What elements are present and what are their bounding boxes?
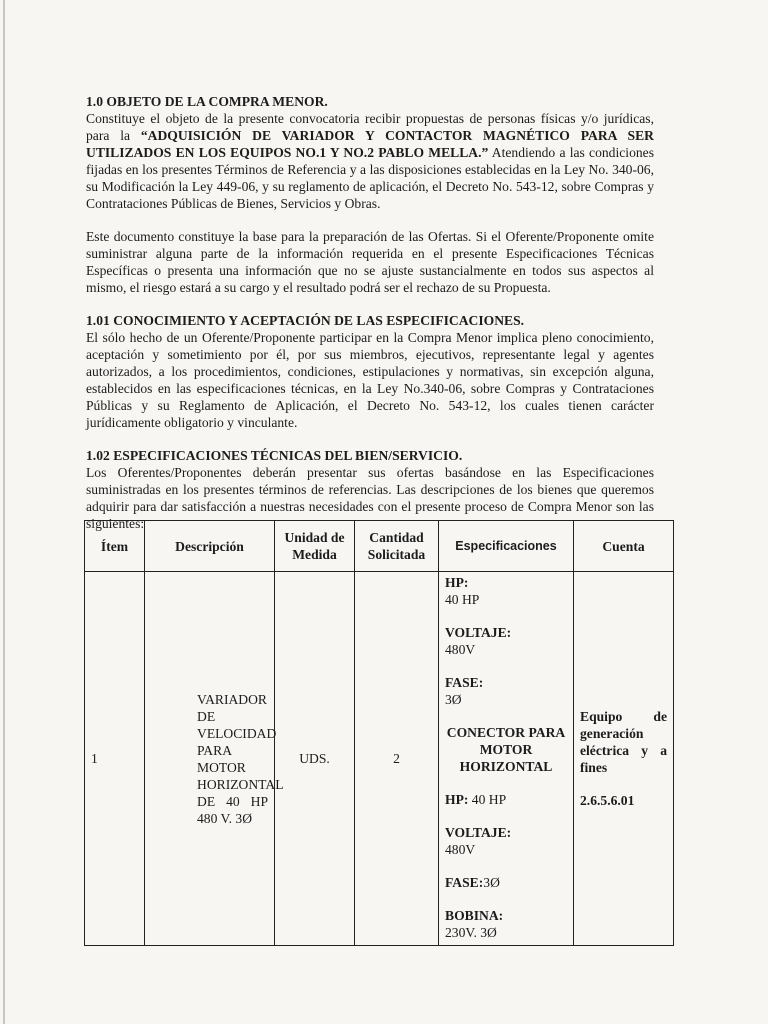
spec-value: 40 HP (468, 792, 507, 807)
paragraph-text: Constituye el objeto de la presente convocatoria recibir propuestas de personas físicas y/o jurídicas, para la (86, 111, 654, 143)
spec-label: HP: (445, 575, 469, 590)
page-edge (3, 0, 5, 1024)
spec-hp-2 (445, 791, 567, 808)
specifications-table (84, 520, 674, 946)
header-cuenta: Cuenta (574, 521, 674, 572)
header-unidad: Unidad de Medida (275, 521, 355, 572)
section-conocimiento (86, 312, 654, 431)
paragraph-text: Atendiendo a las condiciones fijadas en los presentes Términos de Referencia y a las disposiciones establecidas en la Ley No. 340-06, su Modificación la Ley 449-06, y su reglamento de aplicación, el Decreto No. 543-12, sobre Compras y Contrataciones Públicas de Bienes, Servicios y Obras. (86, 145, 654, 211)
spec-label: BOBINA: (445, 908, 504, 923)
cell-item: 1 (85, 572, 145, 946)
header-descripcion: Descripción (145, 521, 275, 572)
spec-value: 230V. 3Ø (445, 925, 497, 940)
cell-unidad: UDS. (275, 572, 355, 946)
header-especificaciones: Especificaciones (439, 521, 574, 572)
cuenta-text: Equipo de generación eléctrica y a fines (580, 709, 667, 775)
table-header-row (85, 521, 674, 572)
section-objeto (86, 93, 654, 212)
paragraph: Los Oferentes/Proponentes deberán presentar sus ofertas basándose en las Especificaciones suministradas en los presentes términos de referencias. Las descripciones de los bienes que queremos adquirir para dar satisfacción a nuestras necesidades con el presente proceso de Compra Menor son las siguientes: (86, 465, 654, 531)
spec-label: FASE: (445, 875, 484, 890)
spec-label: HP: (445, 792, 469, 807)
spec-label: FASE: (445, 675, 484, 690)
table-row (85, 572, 674, 946)
spec-value: 480V (445, 842, 476, 857)
spec-value: 40 HP (445, 592, 480, 607)
section-heading: 1.0 OBJETO DE LA COMPRA MENOR. (86, 94, 328, 109)
spec-value: 480V (445, 642, 476, 657)
spec-voltaje (445, 624, 567, 658)
spec-fase (445, 674, 567, 708)
spec-bobina (445, 907, 567, 941)
paragraph (86, 110, 654, 212)
paragraph: Este documento constituye la base para la preparación de las Ofertas. Si el Oferente/Proponente omite suministrar alguna parte de la información requerida en el presente Especificaciones Técnicas Específicas o presenta una información que no se ajuste sustancialmente en todos sus aspectos al mismo, el riesgo estará a su cargo y el resultado podrá ser el rechazo de su Propuesta. (86, 229, 654, 295)
spec-fase-2 (445, 874, 567, 891)
cell-descripcion: VARIADOR DE VELOCIDAD PARA MOTOR HORIZONTAL DE 40 HP 480 V. 3Ø (145, 572, 275, 946)
cell-cantidad: 2 (355, 572, 439, 946)
header-item: Ítem (85, 521, 145, 572)
spec-voltaje-2 (445, 824, 567, 858)
spec-hp (445, 574, 567, 608)
cell-especificaciones (439, 572, 574, 946)
spec-label: VOLTAJE: (445, 625, 512, 640)
section-heading: 1.02 ESPECIFICACIONES TÉCNICAS DEL BIEN/SERVICIO. (86, 448, 463, 463)
cell-cuenta (574, 572, 674, 946)
section-objeto-p2 (86, 228, 654, 296)
spec-title: CONECTOR PARA MOTOR HORIZONTAL (446, 725, 566, 774)
section-heading: 1.01 CONOCIMIENTO Y ACEPTACIÓN DE LAS ESPECIFICACIONES. (86, 313, 525, 328)
header-cantidad: Cantidad Solicitada (355, 521, 439, 572)
spec-value: 3Ø (445, 692, 462, 707)
spec-label: VOLTAJE: (445, 825, 512, 840)
paragraph: El sólo hecho de un Oferente/Proponente participar en la Compra Menor implica pleno conocimiento, aceptación y sometimiento por él, por sus miembros, ejecutivos, representante legal y agentes autorizados, a los procedimientos, condiciones, estipulaciones y normativas, sin excepción alguna, establecidos en las especificaciones técnicas, en la Ley No.340-06, sobre Compras y Contrataciones Públicas y su Reglamento de Aplicación, el Decreto No. 543-12, los cuales tienen carácter jurídicamente obligatorio y vinculante. (86, 330, 654, 430)
spec-conector-title (445, 724, 567, 775)
paragraph-bold-text: “ADQUISICIÓN DE VARIADOR Y CONTACTOR MAGNÉTICO PARA SER UTILIZADOS EN LOS EQUIPOS NO.1 Y NO.2 PABLO MELLA.” (86, 128, 654, 160)
cuenta-code: 2.6.5.6.01 (580, 793, 635, 808)
spec-value: 3Ø (483, 875, 500, 890)
document-body (86, 93, 654, 548)
